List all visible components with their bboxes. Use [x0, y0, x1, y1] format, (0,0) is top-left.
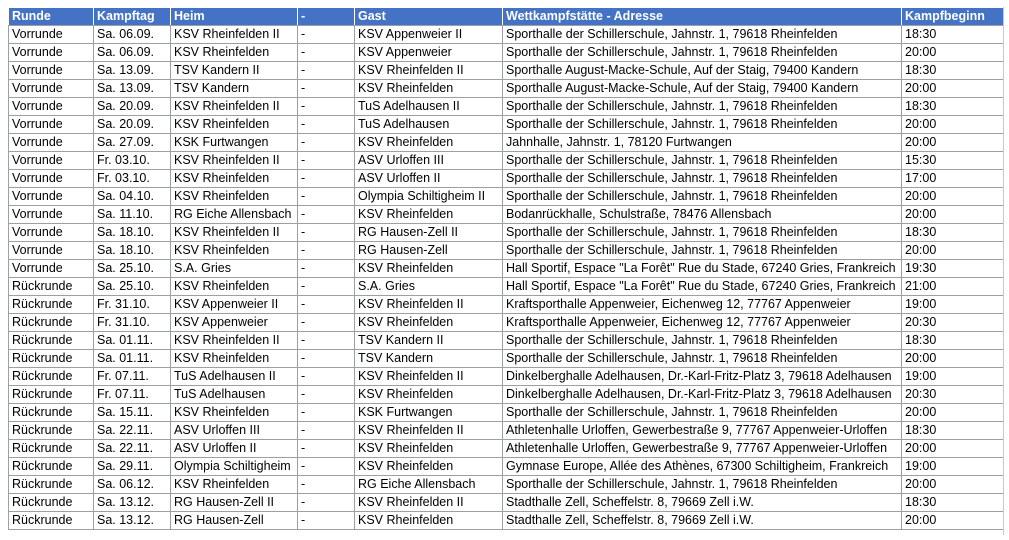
cell-gast: KSV Rheinfelden II [355, 494, 503, 512]
cell-kampfbeginn: 18:30 [902, 98, 1004, 116]
cell-separator: - [298, 170, 355, 188]
cell-gast: KSV Rheinfelden [355, 80, 503, 98]
cell-runde: Vorrunde [9, 62, 94, 80]
cell-kampftag: Sa. 01.11. [94, 332, 171, 350]
cell-kampftag: Sa. 29.11. [94, 458, 171, 476]
cell-kampftag: Sa. 15.11. [94, 404, 171, 422]
cell-kampfbeginn: 20:00 [902, 350, 1004, 368]
cell-separator: - [298, 260, 355, 278]
cell-separator: - [298, 134, 355, 152]
table-row [9, 494, 1004, 512]
cell-heim: RG Eiche Allensbach [171, 206, 298, 224]
cell-heim: KSV Rheinfelden [171, 278, 298, 296]
cell-runde: Vorrunde [9, 152, 94, 170]
cell-kampfbeginn: 20:00 [902, 476, 1004, 494]
cell-runde: Vorrunde [9, 98, 94, 116]
cell-kampftag: Fr. 03.10. [94, 152, 171, 170]
cell-kampftag: Sa. 06.09. [94, 44, 171, 62]
cell-gast: TSV Kandern II [355, 332, 503, 350]
header-heim: Heim [171, 8, 298, 26]
cell-separator: - [298, 98, 355, 116]
cell-runde: Rückrunde [9, 512, 94, 530]
cell-runde: Rückrunde [9, 350, 94, 368]
cell-heim: KSV Rheinfelden [171, 350, 298, 368]
cell-adresse: Sporthalle der Schillerschule, Jahnstr. 1, 79618 Rheinfelden [503, 332, 902, 350]
cell-runde: Vorrunde [9, 224, 94, 242]
cell-runde: Vorrunde [9, 260, 94, 278]
cell-gast: Olympia Schiltigheim II [355, 188, 503, 206]
cell-kampftag: Sa. 22.11. [94, 422, 171, 440]
table-row [9, 476, 1004, 494]
table-row [9, 422, 1004, 440]
cell-separator: - [298, 44, 355, 62]
cell-adresse: Sporthalle der Schillerschule, Jahnstr. 1, 79618 Rheinfelden [503, 152, 902, 170]
cell-separator: - [298, 62, 355, 80]
cell-adresse: Jahnhalle, Jahnstr. 1, 78120 Furtwangen [503, 134, 902, 152]
cell-runde: Vorrunde [9, 134, 94, 152]
cell-heim: KSV Rheinfelden [171, 242, 298, 260]
cell-adresse: Sporthalle August-Macke-Schule, Auf der Staig, 79400 Kandern [503, 62, 902, 80]
cell-gast: KSV Rheinfelden II [355, 296, 503, 314]
cell-heim: RG Hausen-Zell [171, 512, 298, 530]
table-row [9, 314, 1004, 332]
table-row [9, 278, 1004, 296]
cell-separator: - [298, 278, 355, 296]
cell-separator: - [298, 116, 355, 134]
cell-kampftag: Sa. 13.09. [94, 62, 171, 80]
cell-separator: - [298, 206, 355, 224]
cell-gast: KSV Rheinfelden [355, 260, 503, 278]
cell-adresse: Dinkelberghalle Adelhausen, Dr.-Karl-Fritz-Platz 3, 79618 Adelhausen [503, 386, 902, 404]
table-row [9, 224, 1004, 242]
cell-adresse: Hall Sportif, Espace "La Forêt" Rue du Stade, 67240 Gries, Frankreich [503, 260, 902, 278]
cell-kampfbeginn: 18:30 [902, 494, 1004, 512]
cell-kampftag: Sa. 13.12. [94, 512, 171, 530]
cell-adresse: Hall Sportif, Espace "La Forêt" Rue du Stade, 67240 Gries, Frankreich [503, 278, 902, 296]
cell-kampfbeginn: 18:30 [902, 62, 1004, 80]
cell-kampftag: Sa. 22.11. [94, 440, 171, 458]
cell-kampfbeginn: 18:30 [902, 332, 1004, 350]
table-row [9, 404, 1004, 422]
cell-heim: KSV Rheinfelden II [171, 98, 298, 116]
cell-heim: KSV Rheinfelden II [171, 152, 298, 170]
table-row [9, 152, 1004, 170]
cell-gast: KSV Rheinfelden II [355, 422, 503, 440]
cell-kampftag: Sa. 18.10. [94, 224, 171, 242]
cell-adresse: Sporthalle der Schillerschule, Jahnstr. 1, 79618 Rheinfelden [503, 170, 902, 188]
cell-runde: Vorrunde [9, 80, 94, 98]
cell-kampftag: Sa. 13.09. [94, 80, 171, 98]
cell-adresse: Kraftsporthalle Appenweier, Eichenweg 12, 77767 Appenweier [503, 296, 902, 314]
cell-kampfbeginn: 15:30 [902, 152, 1004, 170]
table-row [9, 386, 1004, 404]
cell-gast: KSV Rheinfelden [355, 512, 503, 530]
cell-runde: Vorrunde [9, 206, 94, 224]
cell-adresse: Athletenhalle Urloffen, Gewerbestraße 9, 77767 Appenweier-Urloffen [503, 422, 902, 440]
schedule-body [9, 26, 1004, 530]
table-row [9, 350, 1004, 368]
table-row [9, 296, 1004, 314]
cell-kampfbeginn: 18:30 [902, 224, 1004, 242]
table-row [9, 26, 1004, 44]
table-row [9, 134, 1004, 152]
header-separator: - [298, 8, 355, 26]
cell-heim: KSV Rheinfelden [171, 188, 298, 206]
cell-separator: - [298, 350, 355, 368]
table-row [9, 188, 1004, 206]
cell-kampfbeginn: 19:00 [902, 458, 1004, 476]
cell-adresse: Sporthalle der Schillerschule, Jahnstr. 1, 79618 Rheinfelden [503, 44, 902, 62]
cell-adresse: Gymnase Europe, Allée des Athènes, 67300 Schiltigheim, Frankreich [503, 458, 902, 476]
cell-kampfbeginn: 20:00 [902, 116, 1004, 134]
cell-separator: - [298, 422, 355, 440]
cell-separator: - [298, 296, 355, 314]
table-row [9, 440, 1004, 458]
cell-runde: Rückrunde [9, 458, 94, 476]
cell-separator: - [298, 476, 355, 494]
cell-heim: TuS Adelhausen [171, 386, 298, 404]
cell-separator: - [298, 386, 355, 404]
cell-adresse: Sporthalle der Schillerschule, Jahnstr. 1, 79618 Rheinfelden [503, 476, 902, 494]
cell-kampfbeginn: 18:30 [902, 422, 1004, 440]
cell-gast: TuS Adelhausen [355, 116, 503, 134]
cell-separator: - [298, 242, 355, 260]
cell-separator: - [298, 80, 355, 98]
cell-separator: - [298, 458, 355, 476]
cell-adresse: Stadthalle Zell, Scheffelstr. 8, 79669 Zell i.W. [503, 494, 902, 512]
cell-adresse: Sporthalle der Schillerschule, Jahnstr. 1, 79618 Rheinfelden [503, 224, 902, 242]
cell-adresse: Sporthalle der Schillerschule, Jahnstr. 1, 79618 Rheinfelden [503, 116, 902, 134]
cell-runde: Rückrunde [9, 278, 94, 296]
cell-gast: S.A. Gries [355, 278, 503, 296]
cell-kampftag: Sa. 04.10. [94, 188, 171, 206]
cell-kampfbeginn: 18:30 [902, 26, 1004, 44]
cell-kampftag: Sa. 06.09. [94, 26, 171, 44]
cell-gast: KSK Furtwangen [355, 404, 503, 422]
cell-kampfbeginn: 19:00 [902, 368, 1004, 386]
cell-kampftag: Sa. 20.09. [94, 116, 171, 134]
cell-kampfbeginn: 20:00 [902, 134, 1004, 152]
cell-gast: RG Hausen-Zell II [355, 224, 503, 242]
cell-heim: KSK Furtwangen [171, 134, 298, 152]
cell-separator: - [298, 512, 355, 530]
table-row [9, 332, 1004, 350]
cell-separator: - [298, 224, 355, 242]
cell-separator: - [298, 332, 355, 350]
cell-separator: - [298, 152, 355, 170]
header-gast: Gast [355, 8, 503, 26]
cell-runde: Rückrunde [9, 296, 94, 314]
cell-adresse: Sporthalle der Schillerschule, Jahnstr. 1, 79618 Rheinfelden [503, 98, 902, 116]
cell-adresse: Bodanrückhalle, Schulstraße, 78476 Allensbach [503, 206, 902, 224]
cell-runde: Rückrunde [9, 368, 94, 386]
header-row [9, 8, 1004, 26]
cell-heim: ASV Urloffen II [171, 440, 298, 458]
header-kampftag: Kampftag [94, 8, 171, 26]
cell-kampfbeginn: 20:00 [902, 44, 1004, 62]
cell-kampftag: Sa. 06.12. [94, 476, 171, 494]
cell-kampfbeginn: 19:00 [902, 296, 1004, 314]
cell-gast: TSV Kandern [355, 350, 503, 368]
cell-heim: KSV Appenweier II [171, 296, 298, 314]
cell-kampftag: Fr. 07.11. [94, 386, 171, 404]
cell-heim: KSV Rheinfelden [171, 170, 298, 188]
cell-kampfbeginn: 20:00 [902, 440, 1004, 458]
cell-gast: KSV Rheinfelden [355, 206, 503, 224]
cell-runde: Vorrunde [9, 26, 94, 44]
cell-gast: KSV Rheinfelden II [355, 368, 503, 386]
cell-heim: KSV Rheinfelden [171, 116, 298, 134]
cell-adresse: Dinkelberghalle Adelhausen, Dr.-Karl-Fritz-Platz 3, 79618 Adelhausen [503, 368, 902, 386]
cell-kampfbeginn: 20:00 [902, 206, 1004, 224]
cell-separator: - [298, 404, 355, 422]
cell-runde: Rückrunde [9, 422, 94, 440]
table-row [9, 98, 1004, 116]
header-runde: Runde [9, 8, 94, 26]
table-row [9, 458, 1004, 476]
header-kampfbeginn: Kampfbeginn [902, 8, 1004, 26]
schedule-table [8, 7, 1004, 530]
cell-kampftag: Fr. 31.10. [94, 296, 171, 314]
cell-adresse: Sporthalle der Schillerschule, Jahnstr. 1, 79618 Rheinfelden [503, 188, 902, 206]
cell-kampfbeginn: 20:00 [902, 80, 1004, 98]
header-adresse: Wettkampfstätte - Adresse [503, 8, 902, 26]
table-row [9, 116, 1004, 134]
table-row [9, 44, 1004, 62]
cell-separator: - [298, 314, 355, 332]
sheet-edge-line [1003, 7, 1004, 535]
cell-heim: Olympia Schiltigheim [171, 458, 298, 476]
table-row [9, 170, 1004, 188]
cell-kampftag: Sa. 11.10. [94, 206, 171, 224]
cell-gast: KSV Rheinfelden [355, 134, 503, 152]
cell-runde: Vorrunde [9, 242, 94, 260]
cell-kampfbeginn: 20:00 [902, 512, 1004, 530]
cell-adresse: Sporthalle der Schillerschule, Jahnstr. 1, 79618 Rheinfelden [503, 26, 902, 44]
cell-heim: KSV Rheinfelden II [171, 224, 298, 242]
cell-runde: Rückrunde [9, 386, 94, 404]
cell-gast: ASV Urloffen II [355, 170, 503, 188]
cell-kampftag: Fr. 07.11. [94, 368, 171, 386]
cell-heim: ASV Urloffen III [171, 422, 298, 440]
cell-runde: Rückrunde [9, 314, 94, 332]
cell-runde: Rückrunde [9, 476, 94, 494]
cell-adresse: Stadthalle Zell, Scheffelstr. 8, 79669 Zell i.W. [503, 512, 902, 530]
cell-kampfbeginn: 20:00 [902, 242, 1004, 260]
cell-adresse: Kraftsporthalle Appenweier, Eichenweg 12, 77767 Appenweier [503, 314, 902, 332]
cell-kampfbeginn: 20:30 [902, 386, 1004, 404]
cell-runde: Vorrunde [9, 116, 94, 134]
table-row [9, 368, 1004, 386]
cell-runde: Vorrunde [9, 188, 94, 206]
cell-kampftag: Sa. 20.09. [94, 98, 171, 116]
cell-adresse: Sporthalle August-Macke-Schule, Auf der Staig, 79400 Kandern [503, 80, 902, 98]
cell-adresse: Sporthalle der Schillerschule, Jahnstr. 1, 79618 Rheinfelden [503, 350, 902, 368]
cell-gast: KSV Rheinfelden [355, 386, 503, 404]
table-row [9, 242, 1004, 260]
table-row [9, 260, 1004, 278]
cell-kampftag: Sa. 18.10. [94, 242, 171, 260]
cell-kampfbeginn: 21:00 [902, 278, 1004, 296]
cell-gast: KSV Appenweier [355, 44, 503, 62]
cell-kampftag: Sa. 25.10. [94, 278, 171, 296]
cell-separator: - [298, 188, 355, 206]
cell-kampftag: Fr. 03.10. [94, 170, 171, 188]
cell-runde: Rückrunde [9, 332, 94, 350]
cell-heim: KSV Rheinfelden [171, 44, 298, 62]
cell-heim: KSV Appenweier [171, 314, 298, 332]
cell-heim: KSV Rheinfelden II [171, 332, 298, 350]
cell-runde: Rückrunde [9, 494, 94, 512]
cell-heim: KSV Rheinfelden II [171, 26, 298, 44]
cell-kampftag: Sa. 01.11. [94, 350, 171, 368]
cell-gast: KSV Appenweier II [355, 26, 503, 44]
table-row [9, 80, 1004, 98]
cell-runde: Vorrunde [9, 44, 94, 62]
cell-gast: RG Eiche Allensbach [355, 476, 503, 494]
cell-gast: KSV Rheinfelden II [355, 62, 503, 80]
cell-heim: TuS Adelhausen II [171, 368, 298, 386]
cell-gast: KSV Rheinfelden [355, 458, 503, 476]
cell-adresse: Sporthalle der Schillerschule, Jahnstr. 1, 79618 Rheinfelden [503, 242, 902, 260]
cell-separator: - [298, 440, 355, 458]
table-row [9, 512, 1004, 530]
cell-kampftag: Sa. 27.09. [94, 134, 171, 152]
cell-runde: Rückrunde [9, 404, 94, 422]
cell-runde: Rückrunde [9, 440, 94, 458]
cell-heim: KSV Rheinfelden [171, 476, 298, 494]
cell-heim: S.A. Gries [171, 260, 298, 278]
cell-heim: TSV Kandern [171, 80, 298, 98]
cell-gast: ASV Urloffen III [355, 152, 503, 170]
cell-gast: TuS Adelhausen II [355, 98, 503, 116]
cell-kampfbeginn: 17:00 [902, 170, 1004, 188]
cell-kampfbeginn: 20:00 [902, 188, 1004, 206]
cell-kampfbeginn: 19:30 [902, 260, 1004, 278]
cell-separator: - [298, 368, 355, 386]
cell-separator: - [298, 494, 355, 512]
cell-kampftag: Sa. 25.10. [94, 260, 171, 278]
cell-kampftag: Fr. 31.10. [94, 314, 171, 332]
cell-kampftag: Sa. 13.12. [94, 494, 171, 512]
cell-gast: KSV Rheinfelden [355, 440, 503, 458]
cell-adresse: Sporthalle der Schillerschule, Jahnstr. 1, 79618 Rheinfelden [503, 404, 902, 422]
cell-heim: RG Hausen-Zell II [171, 494, 298, 512]
cell-kampfbeginn: 20:30 [902, 314, 1004, 332]
cell-heim: TSV Kandern II [171, 62, 298, 80]
table-row [9, 206, 1004, 224]
cell-separator: - [298, 26, 355, 44]
cell-kampfbeginn: 20:00 [902, 404, 1004, 422]
cell-adresse: Athletenhalle Urloffen, Gewerbestraße 9, 77767 Appenweier-Urloffen [503, 440, 902, 458]
cell-heim: KSV Rheinfelden [171, 404, 298, 422]
table-row [9, 62, 1004, 80]
cell-gast: RG Hausen-Zell [355, 242, 503, 260]
cell-runde: Vorrunde [9, 170, 94, 188]
cell-gast: KSV Rheinfelden [355, 314, 503, 332]
